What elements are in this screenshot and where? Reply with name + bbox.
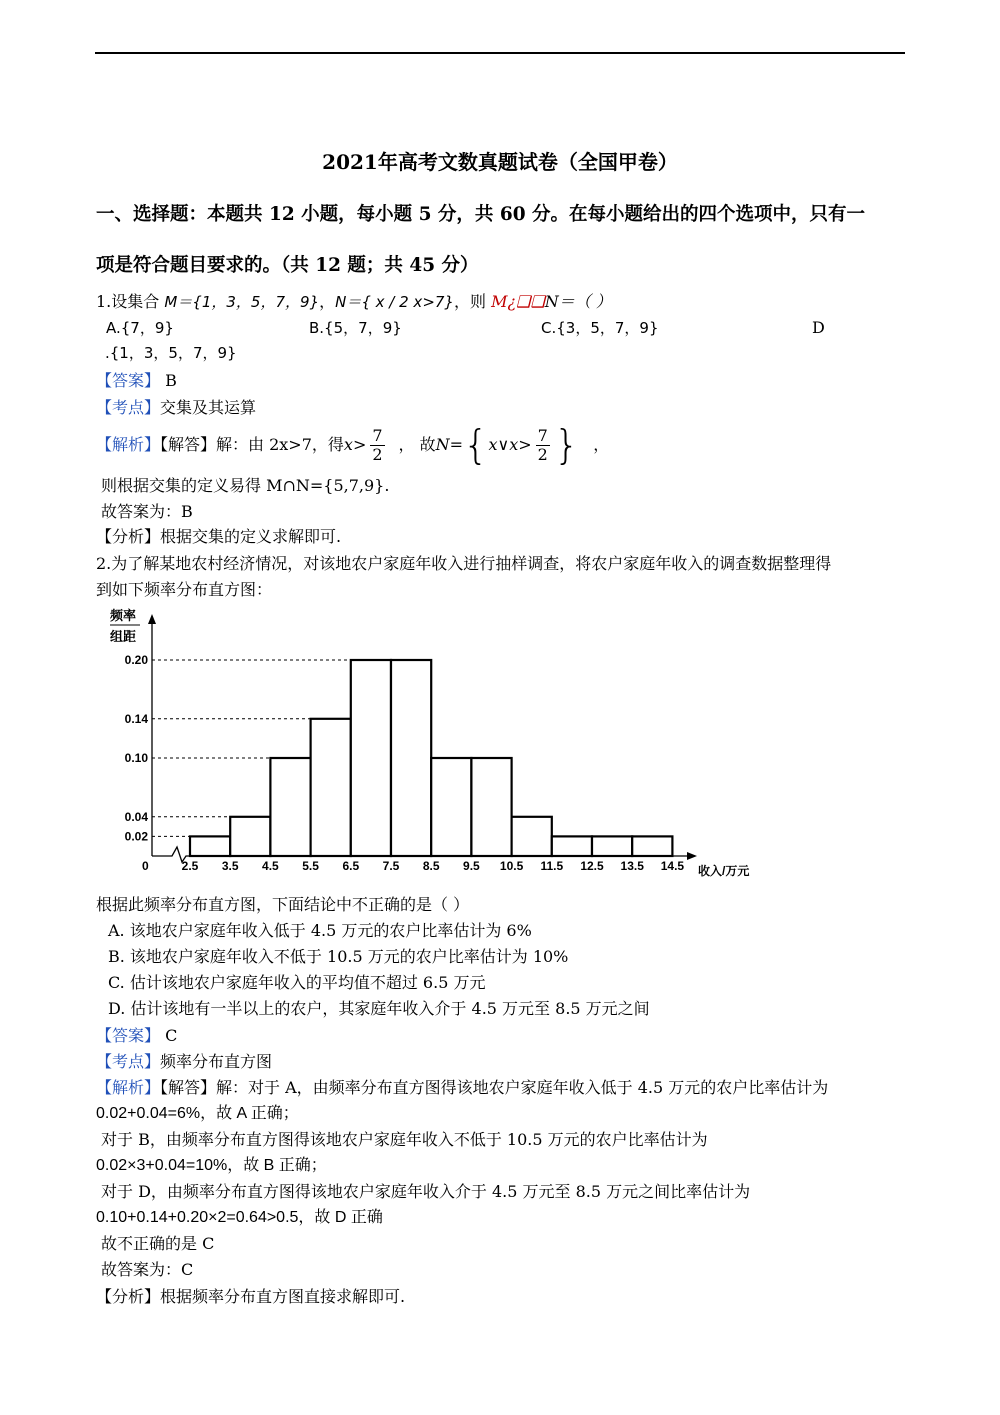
x-tick-label: 9.5 — [463, 859, 480, 873]
q2-option-c: C. 估计该地农户家庭年收入的平均值不超过 6.5 万元 — [108, 973, 486, 992]
q2-analysis-line-7: 故答案为：C — [101, 1260, 194, 1279]
q2-fenxi: 【分析】根据频率分布直方图直接求解即可. — [96, 1287, 406, 1306]
q1-option-d-value: .{1，3，5，7，9} — [105, 344, 237, 362]
q1-answer-tag: 【答案】 — [96, 371, 161, 390]
q1-garbled-symbol: M¿❑❑ — [491, 292, 545, 311]
histogram-bar — [270, 758, 310, 856]
x-tick-label: 8.5 — [422, 859, 440, 873]
q2-point-tag: 【考点】 — [96, 1052, 161, 1071]
q1-stem-prefix: 1.设集合 — [96, 292, 165, 311]
histogram-bar — [391, 660, 431, 856]
y-tick-label: 0.04 — [124, 809, 148, 824]
q2-stem-line2: 到如下频率分布直方图： — [96, 580, 273, 599]
q1-sep: ， — [319, 292, 336, 311]
q2-answer: C — [165, 1026, 178, 1045]
q1-frac1-den: 2 — [372, 445, 383, 464]
q1-option-b: B.{5，7，9} — [309, 319, 402, 337]
q2-answer-row — [96, 1026, 177, 1046]
q1-gt-2: > — [518, 435, 532, 454]
q2-option-b: B. 该地农户家庭年收入不低于 10.5 万元的农户比率估计为 10% — [108, 947, 569, 966]
x-tick-label: 13.5 — [620, 859, 644, 873]
q1-analysis-x: x — [343, 435, 353, 454]
q1-right-brace: } — [553, 422, 580, 469]
q1-suffix: ，则 — [453, 292, 492, 311]
y-tick-label: 0.02 — [124, 829, 148, 844]
q1-point-row — [96, 398, 256, 418]
y-axis-arrow — [148, 614, 156, 624]
histogram-bar — [512, 817, 552, 856]
x-tick-label: 3.5 — [221, 859, 239, 873]
q1-answer-row — [96, 371, 177, 391]
q2-analysis-line-5: 0.10+0.14+0.20×2=0.64>0.5，故 D 正确 — [96, 1209, 383, 1226]
q1-n-eq: N= — [435, 435, 464, 454]
q2-analysis-line-6: 故不正确的是 C — [101, 1234, 215, 1253]
section-heading-line1: 一、选择题：本题共 12 小题，每小题 5 分，共 60 分。在每小题给出的四个选项中，只有一 — [96, 204, 866, 225]
x-tick-label: 11.5 — [540, 859, 564, 873]
histogram-bar — [592, 836, 632, 856]
q2-question: 根据此频率分布直方图，下面结论中不正确的是（ ） — [96, 895, 470, 914]
q1-frac2-den: 2 — [537, 445, 548, 464]
x-tick-label: 10.5 — [499, 859, 524, 873]
header-rule — [95, 52, 905, 54]
q1-frac1-num: 7 — [372, 426, 383, 445]
histogram-bar — [311, 719, 351, 856]
q1-stem — [96, 292, 612, 312]
q1-point-tag: 【考点】 — [96, 398, 161, 417]
x-tick-label: 12.5 — [580, 859, 604, 873]
y-tick-label: 0.14 — [124, 711, 148, 726]
q1-line2: 则根据交集的定义易得 M∩N={5,7,9}. — [101, 476, 390, 495]
q1-analysis-p2: ， 故 — [398, 435, 436, 454]
q1-end: N＝（ ） — [544, 292, 612, 311]
histogram-bar — [552, 836, 592, 856]
q2-point-row — [96, 1052, 272, 1072]
x-tick-label: 5.5 — [302, 859, 319, 873]
q1-analysis-p1: 【解答】解：由 2x>7，得 — [160, 435, 344, 454]
frequency-histogram — [100, 600, 770, 882]
x-tick-label: 6.5 — [342, 859, 360, 873]
q2-analysis-line-0: 【解答】解：对于 A，由频率分布直方图得该地农户家庭年收入低于 4.5 万元的农户比率估计为 — [160, 1078, 829, 1097]
section-heading-line2: 项是符合题目要求的。（共 12 题；共 45 分） — [96, 255, 479, 276]
q1-analysis-tag: 【解析】 — [96, 435, 161, 454]
x-axis-arrow — [687, 852, 697, 860]
q1-option-c: C.{3，5，7，9} — [541, 319, 659, 337]
x-axis-title: 收入/万元 — [698, 864, 750, 878]
x-tick-label: 4.5 — [262, 859, 279, 873]
q1-fenxi: 【分析】根据交集的定义求解即可. — [96, 527, 342, 546]
q1-frac2-num: 7 — [537, 426, 548, 445]
q2-analysis-line-3: 0.02×3+0.04=10%，故 B 正确； — [96, 1157, 327, 1174]
q2-analysis-line-4: 对于 D，由频率分布直方图得该地农户家庭年收入介于 4.5 万元至 8.5 万元之间比率估计为 — [101, 1182, 751, 1201]
q2-option-a: A. 该地农户家庭年收入低于 4.5 万元的农户比率估计为 6% — [108, 921, 532, 940]
origin-label: 0 — [142, 859, 149, 873]
q1-option-d-label: D — [812, 318, 825, 337]
y-axis-title-bottom: 组距 — [110, 629, 137, 644]
histogram-bar — [431, 758, 471, 856]
q1-or-part: x∨x — [488, 435, 519, 454]
q1-gt-1: > — [352, 435, 367, 454]
q1-set-n: N＝{ x / 2 x>7} — [335, 293, 454, 311]
q1-analysis-row — [96, 422, 609, 470]
x-tick-label: 2.5 — [181, 859, 199, 873]
q2-analysis-line-2: 对于 B，由频率分布直方图得该地农户家庭年收入不低于 10.5 万元的农户比率估计为 — [101, 1130, 708, 1149]
x-tick-label: 14.5 — [660, 859, 685, 873]
q1-point: 交集及其运算 — [160, 398, 257, 417]
x-tick-label: 7.5 — [382, 859, 400, 873]
q2-answer-tag: 【答案】 — [96, 1026, 161, 1045]
q1-fraction-2 — [536, 427, 550, 464]
q2-stem-line1: 2.为了解某地农村经济情况，对该地农户家庭年收入进行抽样调查，将农户家庭年收入的调查数据整理得 — [96, 554, 832, 573]
q1-answer: B — [165, 371, 177, 390]
q2-analysis-row — [96, 1078, 828, 1098]
y-tick-label: 0.10 — [124, 751, 148, 765]
q1-set-m: M＝{1，3，5，7，9} — [164, 293, 320, 311]
q1-left-brace: { — [463, 422, 489, 469]
q2-analysis-tag: 【解析】 — [96, 1078, 161, 1097]
histogram-bar — [351, 660, 391, 856]
y-axis-title-top: 频率 — [110, 608, 137, 623]
q1-option-a: A.{7，9} — [106, 319, 174, 337]
q2-analysis-line-1: 0.02+0.04=6%，故 A 正确； — [96, 1105, 299, 1122]
histogram-bar — [632, 836, 672, 856]
page-title: 2021年高考文数真题试卷（全国甲卷） — [322, 150, 678, 174]
q2-option-d: D. 估计该地有一半以上的农户，其家庭年收入介于 4.5 万元至 8.5 万元之间 — [108, 999, 650, 1018]
y-tick-label: 0.20 — [124, 653, 148, 667]
q1-line3: 故答案为：B — [101, 502, 193, 521]
q2-point: 频率分布直方图 — [160, 1052, 273, 1071]
q1-analysis-end: ， — [593, 435, 610, 454]
histogram-bar — [190, 836, 230, 856]
histogram-bar — [471, 758, 511, 856]
histogram-bar — [230, 817, 270, 856]
q1-fraction-1 — [370, 427, 384, 464]
